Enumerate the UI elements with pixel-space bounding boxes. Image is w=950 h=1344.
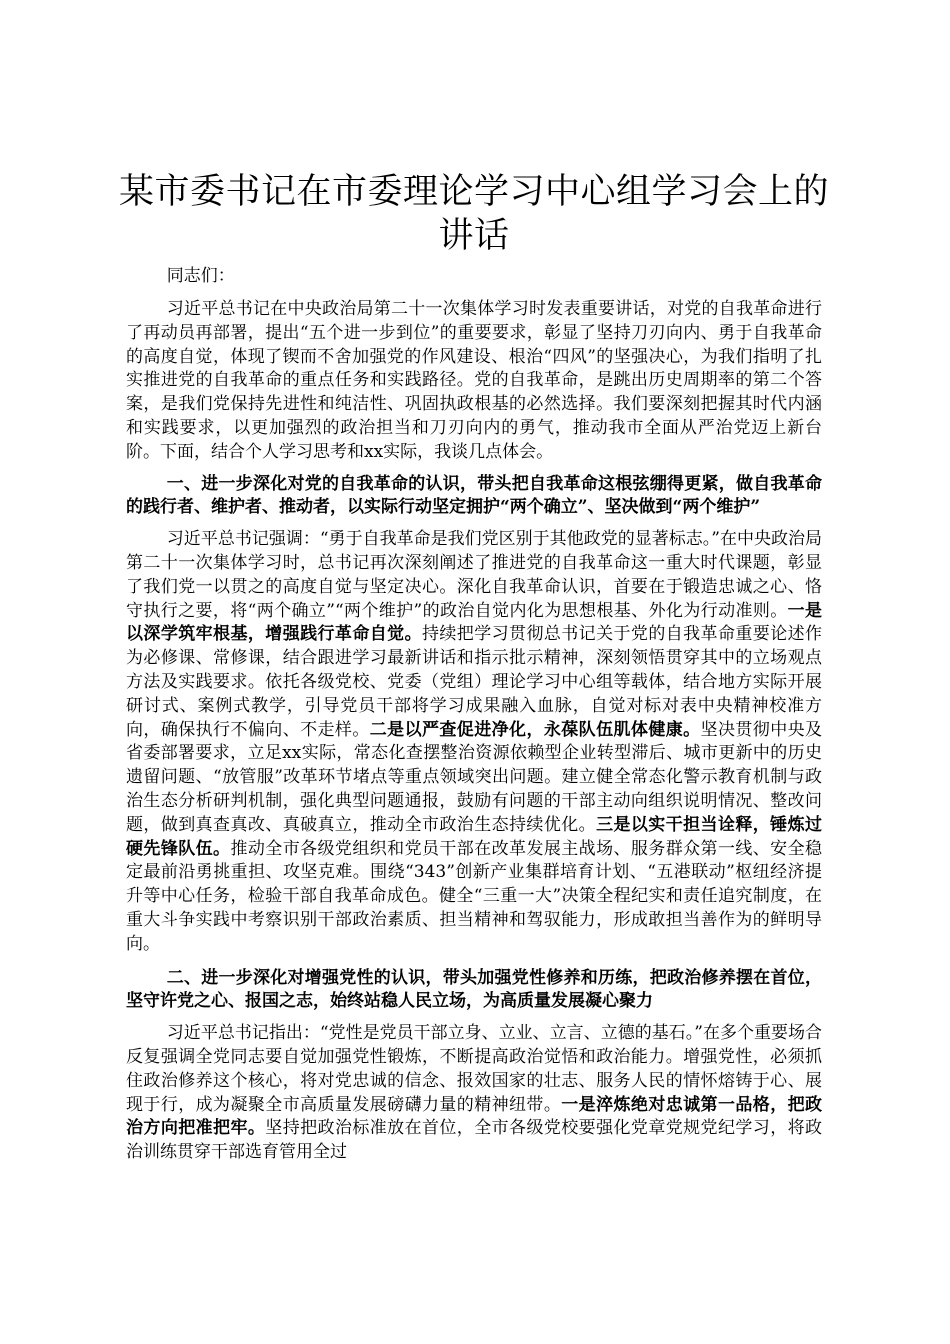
section-1-text-1: 习近平总书记强调：“勇于自我革命是我们党区别于其他政党的显著标志。”在中央政治局第二十一次集体学习时，总书记再次深刻阐述了推进党的自我革命这一重大时代课题，彰显了我们党一以贯之的高度自觉与坚定决心。深化自我革命认识，首要在于锻造忠诚之心、恪守执行之要，将“两个确立”“两个维护”的政治自觉内化为思想根基、外化为行动准则。 xyxy=(126,529,822,621)
section-1-heading: 一、进一步深化对党的自我革命的认识，带头把自我革命这根弦绷得更紧，做自我革命的践行者、维护者、推动者，以实际行动坚定拥护“两个确立”、坚决做到“两个维护” xyxy=(126,473,822,518)
section-1-text-4: 推动全市各级党组织和党员干部在改革发展主战场、服务群众第一线、安全稳定最前沿勇挑重担、攻坚克难。围绕“343”创新产业集群培育计划、“五港联动”枢纽经济提升等中心任务，检验干部自我革命成色。健全“三重一大”决策全程纪实和责任追究制度，在重大斗争实践中考察识别干部政治素质、担当精神和驾驭能力，形成敢担当善作为的鲜明导向。 xyxy=(126,838,823,954)
section-2-paragraph xyxy=(126,1022,822,1165)
document-title: 某市委书记在市委理论学习中心组学习会上的讲话 xyxy=(118,172,829,256)
section-1-point-2: 二是以严查促进净化，永葆队伍肌体健康。 xyxy=(369,719,701,740)
section-1-text-2: 持续把学习贯彻总书记关于党的自我革命重要论述作为必修课、常修课，结合跟进学习最新讲话和指示批示精神，深刻领悟贯穿其中的立场观点方法及实践要求。依托各级党校、党委（党组）理论学习中心组等载体，结合地方实际开展研讨式、案例式教学，引导党员干部将学习成果融入血脉，自觉对标对表中央精神校准方向，确保执行不偏向、不走样。 xyxy=(126,624,823,740)
section-2-point-1: 一是淬炼绝对忠诚第一品格，把政治方向把准把牢。 xyxy=(126,1094,823,1139)
section-2-text-2: 坚持把政治标准放在首位，全市各级党校要强化党章党规党纪学习，将政治训练贯穿干部选育管用全过 xyxy=(126,1118,823,1163)
section-1-point-1: 一是以深学筑牢根基，增强践行革命自觉。 xyxy=(126,600,823,645)
section-1-paragraph xyxy=(126,528,822,956)
document-page xyxy=(118,170,829,1165)
section-1-point-3: 三是以实干担当诠释，锤炼过硬先锋队伍。 xyxy=(126,814,823,859)
section-2-heading: 二、进一步深化对增强党性的认识，带头加强党性修养和历练，把政治修养摆在首位，坚守许党之心、报国之志，始终站稳人民立场，为高质量发展凝心聚力 xyxy=(126,967,822,1012)
section-2-text-1: 习近平总书记指出：“党性是党员干部立身、立业、立言、立德的基石。”在多个重要场合反复强调全党同志要自觉加强党性锻炼，不断提高政治觉悟和政治能力。增强党性，必须抓住政治修养这个核心，将对党忠诚的信念、报效国家的壮志、服务人民的情怀熔铸于心、展现于行，成为凝聚全市高质量发展磅礴力量的精神纽带。 xyxy=(126,1023,822,1115)
salutation: 同志们： xyxy=(166,266,235,286)
section-1-text-3: 坚决贯彻中央及省委部署要求，立足xx实际，常态化查摆整治资源依赖型企业转型滞后、城市更新中的历史遗留问题、“放管服”改革环节堵点等重点领域突出问题。建立健全常态化警示教育机制与政治生态分析研判机制，强化典型问题通报，鼓励有问题的干部主动向组织说明情况、整改问题，做到真查真改、真破真立，推动全市政治生态持续优化。 xyxy=(126,719,823,835)
intro-paragraph: 习近平总书记在中央政治局第二十一次集体学习时发表重要讲话，对党的自我革命进行了再动员再部署，提出“五个进一步到位”的重要要求，彰显了坚持刀刃向内、勇于自我革命的高度自觉，体现了锲而不舍加强党的作风建设、根治“四风”的坚强决心，为我们指明了扎实推进党的自我革命的重点任务和实践路径。党的自我革命，是跳出历史周期率的第二个答案，是我们党保持先进性和纯洁性、巩固执政根基的必然选择。我们要深刻把握其时代内涵和实践要求，以更加强烈的政治担当和刀刃向内的勇气，推动我市全面从严治党迈上新台阶。下面，结合个人学习思考和xx实际，我谈几点体会。 xyxy=(126,299,822,462)
